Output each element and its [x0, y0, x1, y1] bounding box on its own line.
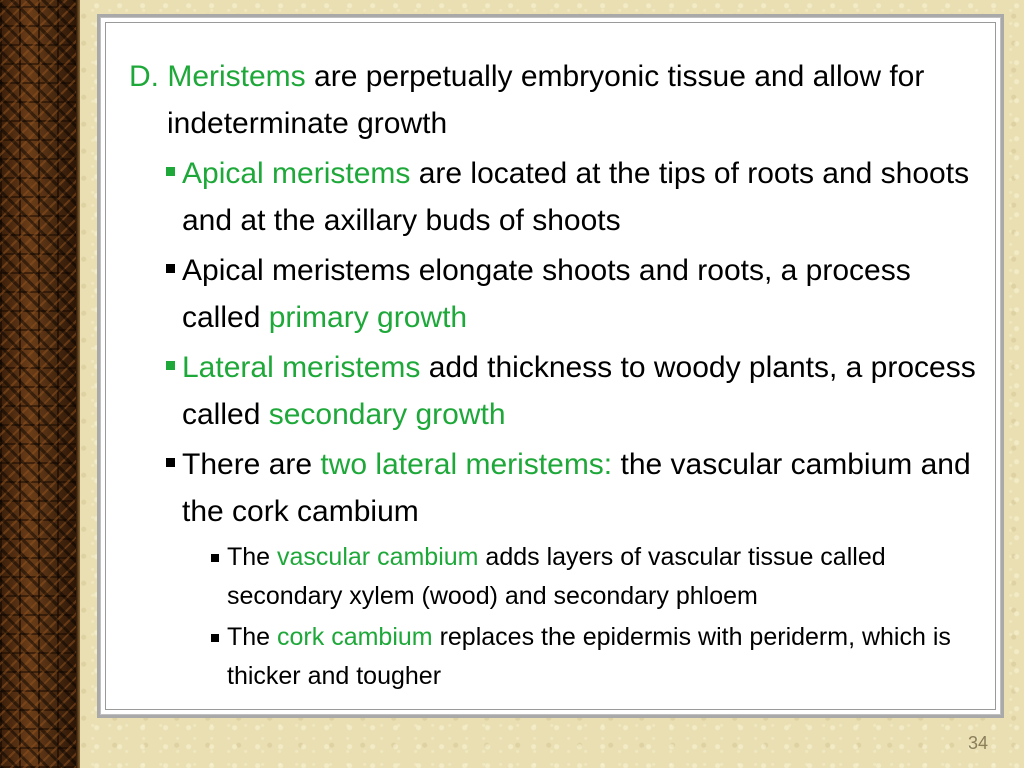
heading-label: D. Meristems — [129, 60, 306, 93]
bullet-text: Apical meristems elongate shoots and roots, a process called — [182, 254, 911, 334]
subbullet-cork-cambium — [129, 618, 989, 696]
subbullet-text: The — [227, 543, 278, 571]
page-number: 34 — [967, 733, 988, 753]
bullet-text: add thickness to woody plants, a process called — [182, 351, 976, 431]
bullet-lateral-meristems — [129, 344, 989, 438]
bullet-primary-growth — [129, 247, 989, 341]
square-bullet-icon — [211, 554, 219, 562]
bullet-apical-location — [129, 150, 989, 244]
bullet-term: Apical meristems — [182, 157, 411, 190]
square-bullet-icon — [166, 264, 175, 273]
bullet-text-tail: the vascular cambium and the cork cambium — [182, 448, 971, 528]
subbullet-vascular-cambium — [129, 538, 989, 616]
wood-border-edge — [76, 0, 80, 768]
subbullet-term: cork cambium — [277, 623, 433, 651]
square-bullet-icon — [166, 361, 175, 370]
bullet-text: are located at the tips of roots and shoots and at the axillary buds of shoots — [182, 157, 970, 237]
bullet-text: There are — [182, 448, 321, 481]
bullet-term: two lateral meristems: — [320, 448, 613, 481]
bullet-term-secondary-growth: secondary growth — [268, 398, 506, 431]
heading-text: are perpetually embryonic tissue and allow for indeterminate growth — [167, 60, 925, 140]
subbullet-text: The — [227, 623, 278, 651]
square-bullet-icon — [211, 634, 219, 642]
square-bullet-icon — [166, 458, 175, 467]
wood-border — [0, 0, 76, 768]
square-bullet-icon — [166, 167, 175, 176]
slide-body — [129, 53, 989, 698]
bullet-term: primary growth — [268, 301, 468, 334]
subbullet-term: vascular cambium — [277, 543, 479, 571]
subbullet-text-tail: adds layers of vascular tissue called secondary xylem (wood) and secondary phloem — [227, 543, 886, 610]
bullet-two-lateral — [129, 441, 989, 535]
heading-line — [129, 53, 989, 147]
subbullet-text-tail: replaces the epidermis with periderm, which is thicker and tougher — [227, 623, 951, 690]
bullet-term: Lateral meristems — [182, 351, 421, 384]
